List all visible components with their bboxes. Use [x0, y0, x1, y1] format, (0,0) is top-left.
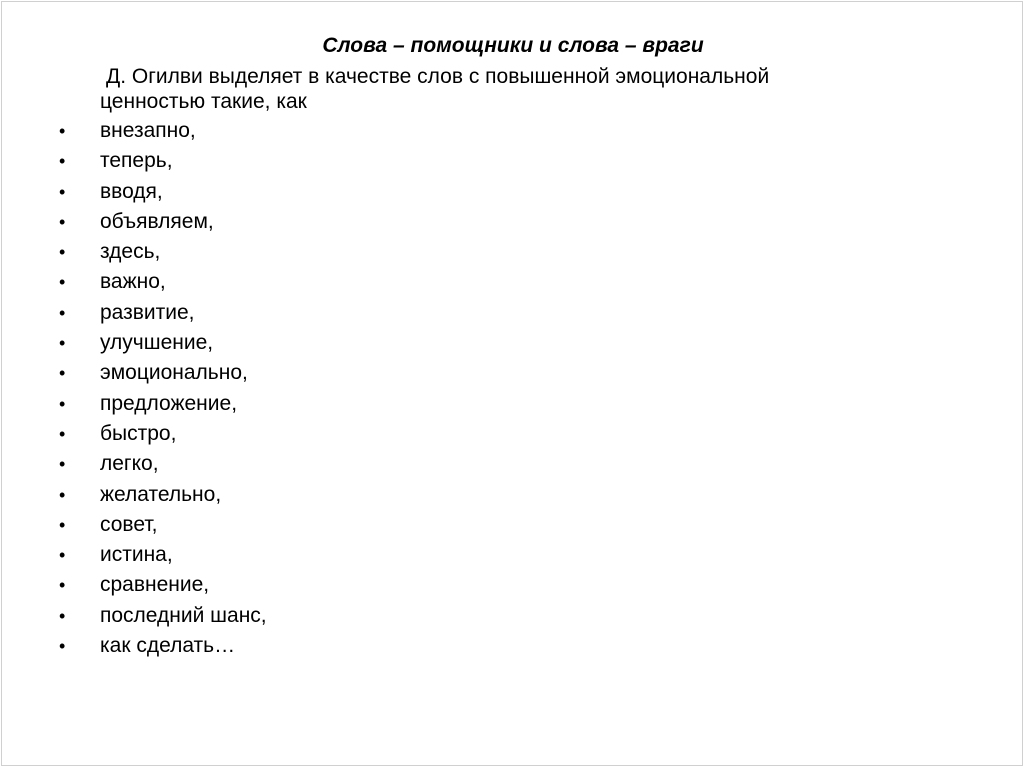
bullet-icon: •: [59, 242, 66, 263]
bullet-icon: •: [59, 514, 66, 535]
bullet-icon: •: [59, 605, 66, 626]
bullet-icon: •: [59, 423, 66, 444]
intro-line: Д. Огилви выделяет в качестве слов с повышенной эмоциональной: [106, 65, 770, 88]
list-item-text: важно,: [100, 270, 166, 294]
bullet-icon: •: [59, 121, 66, 141]
bullet-icon: •: [59, 575, 66, 596]
list-item-text: улучшение,: [100, 331, 214, 355]
bullet-icon: •: [59, 363, 66, 384]
list-item-text: теперь,: [100, 149, 173, 173]
bullet-icon: •: [59, 272, 66, 293]
list-item-text: эмоционально,: [100, 361, 248, 385]
list-item-text: здесь,: [100, 240, 161, 264]
bullet-icon: •: [59, 636, 66, 657]
list-item-text: совет,: [100, 512, 158, 536]
list-item-text: легко,: [100, 452, 159, 476]
list-item-text: вводя,: [100, 179, 163, 203]
intro-line: ценностью такие, как: [100, 90, 307, 113]
list-item-text: развитие,: [100, 300, 195, 324]
bullet-icon: •: [59, 333, 66, 354]
bullet-icon: •: [59, 545, 66, 566]
list-item-text: предложение,: [100, 391, 238, 415]
list-item-text: как сделать…: [100, 634, 236, 658]
slide-title: Слова – помощники и слова – враги: [322, 34, 704, 57]
bullet-icon: •: [59, 393, 66, 414]
intro-paragraph: [100, 64, 960, 114]
list-item-text: последний шанс,: [100, 603, 267, 627]
bullet-icon: •: [59, 454, 66, 475]
list-item-text: быстро,: [100, 421, 177, 445]
bullet-icon: •: [59, 302, 66, 323]
list-item-text: сравнение,: [100, 573, 210, 597]
slide: [1, 1, 1023, 766]
bullet-icon: •: [59, 181, 66, 202]
bullet-icon: •: [59, 151, 66, 172]
list-item-text: желательно,: [100, 482, 222, 506]
list-item-text: истина,: [100, 543, 173, 567]
list-item-text: объявляем,: [100, 209, 214, 233]
list-item-text: внезапно,: [100, 119, 196, 142]
bullet-icon: •: [59, 211, 66, 232]
bullet-icon: •: [59, 484, 66, 505]
